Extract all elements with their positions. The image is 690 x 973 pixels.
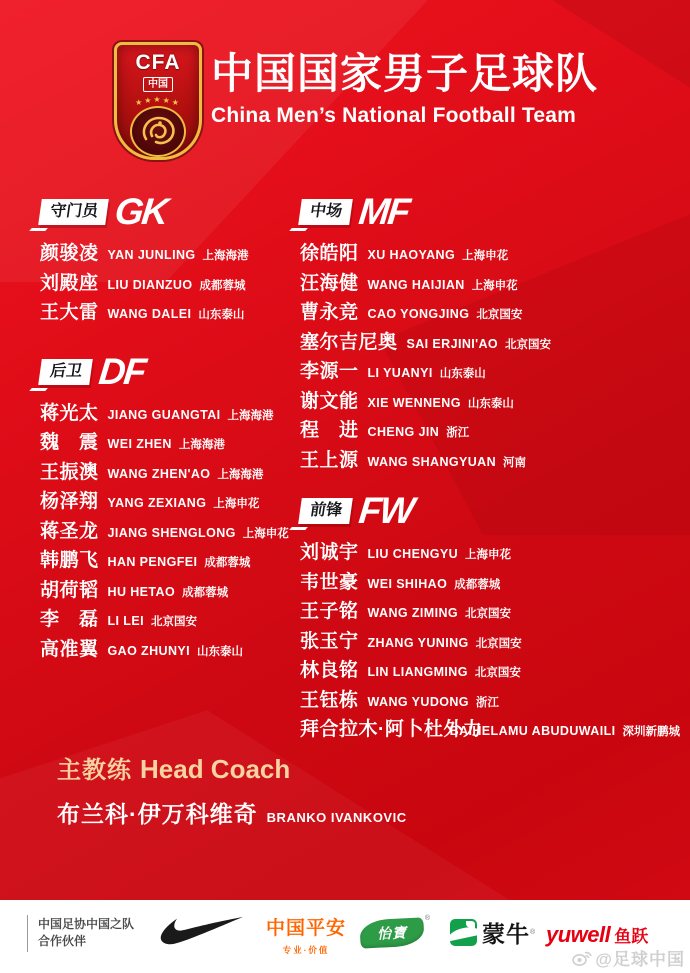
player-club: 上海海港 <box>202 250 249 262</box>
player-list-df <box>40 398 290 664</box>
player-club: 成都蓉城 <box>204 557 251 569</box>
player-pinyin: JIANG SHENGLONG <box>107 525 236 540</box>
player-club: 上海申花 <box>465 549 512 561</box>
player-club: 上海海港 <box>178 439 225 451</box>
head-coach-block <box>57 750 407 829</box>
partner-line2: 合作伙伴 <box>38 934 87 948</box>
player-pinyin: WANG SHANGYUAN <box>367 454 497 469</box>
weibo-icon <box>571 949 593 967</box>
player-club: 北京国安 <box>474 667 521 679</box>
player-pinyin: WANG DALEI <box>107 307 192 321</box>
player-club: 上海海港 <box>217 468 264 481</box>
player-name-cn: 程 进 <box>300 420 359 441</box>
player-name-cn: 魏 震 <box>40 432 99 453</box>
cestbon-wordmark: 怡寶 <box>376 924 408 942</box>
cfa-country-label: 中国 <box>143 77 173 92</box>
position-code-gk: GK <box>112 191 169 232</box>
partner-line1: 中国足协中国之队 <box>38 917 135 931</box>
player-name-cn: 汪海健 <box>300 272 359 294</box>
player-pinyin: WANG ZHEN'AO <box>107 466 211 481</box>
section-fw <box>300 490 680 744</box>
player-row <box>40 545 290 575</box>
player-club: 深圳新鹏城 <box>622 726 680 738</box>
position-code-df: DF <box>96 350 147 392</box>
player-row <box>40 268 290 298</box>
partner-divider <box>27 915 28 952</box>
player-name-cn: 谢文能 <box>300 390 359 412</box>
player-pinyin: LI LEI <box>107 614 144 628</box>
player-club: 上海申花 <box>462 250 509 262</box>
player-row <box>40 238 290 268</box>
player-row <box>40 486 290 516</box>
player-club: 北京国安 <box>505 338 552 351</box>
player-name-cn: 徐皓阳 <box>300 243 359 264</box>
player-name-cn: 韩鹏飞 <box>40 550 99 571</box>
right-column <box>300 191 680 744</box>
player-club: 山东泰山 <box>197 645 243 658</box>
registered-mark: ® <box>530 929 536 936</box>
player-row <box>300 297 680 327</box>
player-name-cn: 李 磊 <box>40 609 99 630</box>
section-gk <box>40 191 290 327</box>
watermark <box>571 945 685 970</box>
player-list-mf <box>300 238 680 474</box>
player-name-cn: 王子铭 <box>300 601 359 622</box>
player-club: 上海海港 <box>227 409 274 422</box>
player-row <box>300 445 680 475</box>
player-row <box>300 714 680 744</box>
nike-swoosh-icon <box>156 915 244 947</box>
player-club: 成都蓉城 <box>454 578 501 591</box>
poster-header <box>211 50 598 128</box>
player-pinyin: SAI ERJINI'AO <box>406 336 499 351</box>
partner-text <box>38 916 134 950</box>
pingan-wordmark: 中国平安 <box>265 918 346 939</box>
player-row <box>300 567 680 597</box>
title-chinese: 中国国家男子足球队 <box>211 50 599 97</box>
player-name-cn: 高准翼 <box>40 638 99 660</box>
section-mf <box>300 191 680 474</box>
player-club: 河南 <box>503 456 527 469</box>
player-name-cn: 林良铭 <box>300 660 359 681</box>
cestbon-logo <box>360 917 430 951</box>
sponsor-bar <box>0 900 690 973</box>
player-name-cn: 蒋光太 <box>40 402 99 424</box>
player-row <box>40 398 290 428</box>
player-pinyin: LI YUANYI <box>367 366 433 380</box>
mengniu-logo <box>450 916 535 949</box>
player-name-cn: 杨泽翔 <box>40 491 99 512</box>
player-list-fw <box>300 537 680 744</box>
cestbon-flag-icon <box>359 917 424 948</box>
mengniu-leaf-icon <box>450 919 477 946</box>
player-pinyin: BAIHELAMU ABUDUWAILI <box>449 724 616 738</box>
player-club: 北京国安 <box>476 309 523 321</box>
player-row <box>300 537 680 567</box>
player-pinyin: XIE WENNENG <box>367 395 461 410</box>
player-row <box>300 415 680 445</box>
player-name-cn: 韦世豪 <box>300 571 359 593</box>
player-name-cn: 王大雷 <box>40 302 99 323</box>
player-row <box>300 685 680 715</box>
player-club: 成都蓉城 <box>199 279 246 292</box>
position-code-fw: FW <box>356 490 415 531</box>
cfa-crest-logo <box>114 42 202 160</box>
player-club: 上海申花 <box>213 498 260 510</box>
player-name-cn: 王振澳 <box>40 461 99 483</box>
player-name-cn: 塞尔吉尼奥 <box>300 331 398 353</box>
player-name-cn: 胡荷韬 <box>40 579 99 601</box>
player-pinyin: WEI SHIHAO <box>367 576 448 591</box>
player-row <box>300 268 680 298</box>
player-pinyin: GAO ZHUNYI <box>107 643 190 658</box>
player-row <box>300 356 680 386</box>
player-club: 北京国安 <box>475 637 522 650</box>
head-coach-name <box>57 796 407 829</box>
player-name-cn: 王上源 <box>300 449 359 471</box>
registered-mark: ® <box>424 915 430 922</box>
yuwell-wordmark-en: yuwell <box>546 922 611 947</box>
position-code-mf: MF <box>356 191 411 232</box>
head-coach-name-en: BRANKO IVANKOVIC <box>266 810 407 825</box>
position-tab-df: 后卫 <box>38 359 93 385</box>
player-row <box>300 327 680 357</box>
head-coach-name-cn: 布兰科·伊万科维奇 <box>57 801 258 827</box>
head-coach-label-cn: 主教练 <box>57 757 132 784</box>
player-pinyin: XU HAOYANG <box>367 248 456 262</box>
player-club: 浙江 <box>475 696 499 709</box>
player-row <box>300 596 680 626</box>
section-header-mf <box>300 191 680 232</box>
section-header-fw <box>300 490 680 531</box>
player-club: 北京国安 <box>150 616 197 628</box>
position-tab-mf: 中场 <box>298 199 353 225</box>
player-row <box>40 297 290 327</box>
player-pinyin: WANG YUDONG <box>367 694 469 709</box>
player-pinyin: HAN PENGFEI <box>107 555 198 569</box>
player-pinyin: WANG ZIMING <box>367 606 459 620</box>
player-row <box>40 634 290 664</box>
player-club: 北京国安 <box>465 608 512 620</box>
player-row <box>40 604 290 634</box>
player-pinyin: LIN LIANGMING <box>367 665 468 679</box>
player-pinyin: YAN JUNLING <box>107 248 196 262</box>
player-club: 成都蓉城 <box>182 586 229 599</box>
head-coach-label-en: Head Coach <box>140 754 291 784</box>
player-row <box>40 427 290 457</box>
player-pinyin: WANG HAIJIAN <box>367 277 465 292</box>
player-club: 山东泰山 <box>439 368 486 380</box>
left-column <box>40 191 290 663</box>
section-header-gk <box>40 191 290 232</box>
player-name-cn: 张玉宁 <box>300 630 359 652</box>
player-row <box>300 655 680 685</box>
cfa-stars: ★★★★★ <box>135 95 181 107</box>
player-list-gk <box>40 238 290 327</box>
dragon-emblem-icon <box>130 106 186 157</box>
cfa-acronym: CFA <box>135 51 181 74</box>
title-english: China Men’s National Football Team <box>211 104 576 127</box>
player-name-cn: 曹永竞 <box>300 302 359 323</box>
player-pinyin: ZHANG YUNING <box>367 635 469 650</box>
section-df <box>40 350 290 664</box>
head-coach-title <box>57 750 407 785</box>
player-pinyin: CHENG JIN <box>367 425 440 439</box>
player-club: 山东泰山 <box>198 309 245 321</box>
player-row <box>40 457 290 487</box>
player-name-cn: 颜骏凌 <box>40 243 99 264</box>
player-name-cn: 王钰栋 <box>300 689 359 711</box>
player-club: 山东泰山 <box>467 397 514 410</box>
player-pinyin: CAO YONGJING <box>367 307 470 321</box>
pingan-logo <box>256 913 356 956</box>
player-club: 浙江 <box>446 427 470 439</box>
player-row <box>300 386 680 416</box>
player-name-cn: 李源一 <box>300 361 359 382</box>
section-header-df <box>40 350 290 392</box>
mengniu-wordmark: 蒙牛 <box>482 922 530 947</box>
position-tab-fw: 前锋 <box>298 498 353 524</box>
watermark-text: @足球中国 <box>595 950 685 969</box>
player-row <box>40 575 290 605</box>
pingan-slogan: 专业·价值 <box>282 945 330 955</box>
player-name-cn: 拜合拉木·阿卜杜外力 <box>300 719 483 740</box>
player-pinyin: YANG ZEXIANG <box>107 496 207 510</box>
player-pinyin: HU HETAO <box>107 584 176 599</box>
player-name-cn: 蒋圣龙 <box>40 520 99 542</box>
player-club: 上海申花 <box>471 279 518 292</box>
player-pinyin: WEI ZHEN <box>107 437 172 451</box>
player-row <box>300 626 680 656</box>
player-name-cn: 刘诚宇 <box>300 542 359 563</box>
player-pinyin: LIU DIANZUO <box>107 277 193 292</box>
player-pinyin: LIU CHENGYU <box>367 547 459 561</box>
player-pinyin: JIANG GUANGTAI <box>107 407 221 422</box>
player-name-cn: 刘殿座 <box>40 272 99 294</box>
player-row <box>40 516 290 546</box>
player-row <box>300 238 680 268</box>
position-tab-gk: 守门员 <box>38 199 109 225</box>
yuwell-wordmark-cn: 鱼跃 <box>614 927 649 946</box>
player-club: 上海申花 <box>242 527 289 540</box>
